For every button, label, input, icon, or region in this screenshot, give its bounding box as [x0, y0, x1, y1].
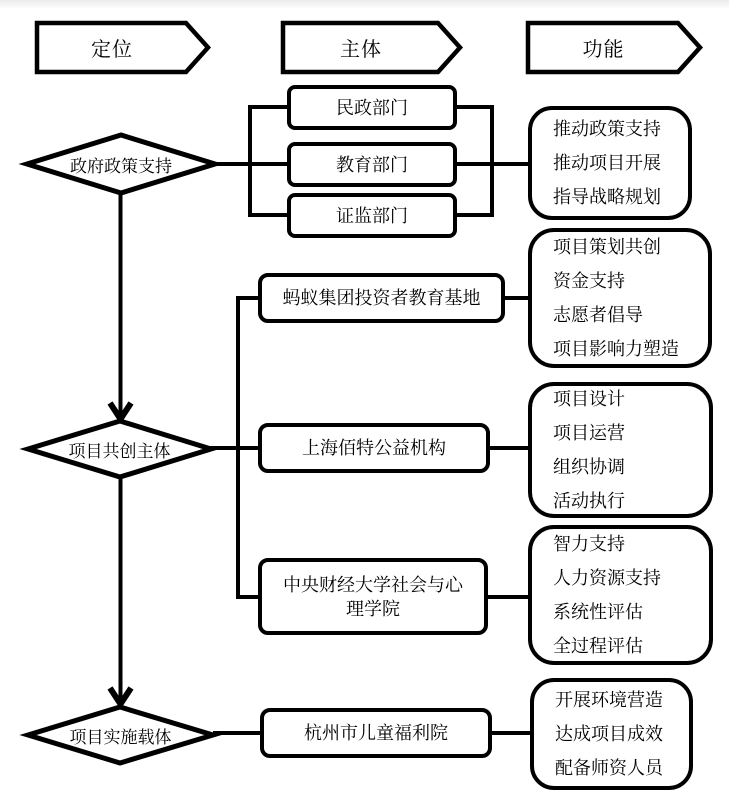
subject-box-cufe-school-social-psychology: [258, 558, 488, 635]
subject-box-civil-affairs-dept: [287, 85, 457, 130]
function-line: 推动项目开展: [553, 153, 661, 173]
header-label-function: 功能: [582, 39, 625, 61]
diamond-label-cocreation-subject: 项目共创主体: [68, 441, 171, 461]
header-arrow-positioning: [37, 23, 208, 72]
function-line: 推动政策支持: [553, 119, 661, 139]
function-line: 活动执行: [553, 491, 625, 511]
subject-label: 民政部门: [336, 97, 408, 118]
function-line: 全过程评估: [553, 636, 643, 656]
subject-label: 教育部门: [336, 154, 408, 175]
subject-box-securities-regulatory-dept: [287, 193, 457, 238]
subject-label-line: 理学院: [346, 598, 400, 619]
subject-box-education-dept: [287, 142, 457, 187]
subject-label: 蚂蚁集团投资者教育基地: [282, 288, 481, 308]
function-line: 智力支持: [553, 534, 625, 554]
function-line: 资金支持: [553, 271, 625, 291]
diamond-shape-cocreation-subject: [28, 421, 211, 477]
function-line: 项目设计: [553, 389, 625, 409]
function-box-policy-support: [528, 106, 692, 220]
function-line: 志愿者倡导: [553, 305, 643, 325]
header-arrow-function: [528, 23, 700, 72]
function-line: 项目影响力塑造: [553, 339, 679, 359]
function-line: 开展环境营造: [555, 690, 663, 710]
function-line: 系统性评估: [553, 602, 643, 622]
subject-box-hangzhou-children-welfare-institute: [260, 708, 492, 758]
subject-box-ant-group-investor-education-base: [258, 273, 505, 323]
subject-label-line: 中央财经大学社会与心: [283, 574, 463, 595]
subject-label: 证监部门: [336, 205, 408, 226]
function-line: 配备师资人员: [555, 758, 663, 778]
function-line: 项目策划共创: [553, 237, 661, 257]
diamond-shape-government-policy: [27, 135, 215, 193]
function-box-shanghai-bete: [528, 382, 713, 518]
function-line: 指导战略规划: [553, 187, 661, 207]
subject-label: 杭州市儿童福利院: [304, 723, 448, 743]
function-box-cufe: [528, 525, 713, 665]
diamond-label-implementation-carrier: 项目实施载体: [69, 727, 172, 747]
function-line: 组织协调: [553, 457, 625, 477]
diamond-shape-implementation-carrier: [28, 707, 213, 763]
function-line: 项目运营: [553, 423, 625, 443]
header-label-subject: 主体: [340, 39, 382, 61]
function-box-welfare-institute: [530, 678, 693, 790]
function-line: 达成项目成效: [555, 724, 663, 744]
function-box-ant-group: [528, 228, 712, 368]
header-arrow-subject: [283, 23, 460, 72]
subject-label: 上海佰特公益机构: [302, 438, 446, 458]
diamond-label-government-policy: 政府政策支持: [70, 156, 172, 176]
subject-box-shanghai-bete-charity: [258, 423, 490, 473]
header-label-positioning: 定位: [91, 39, 133, 61]
function-line: 人力资源支持: [553, 568, 661, 588]
